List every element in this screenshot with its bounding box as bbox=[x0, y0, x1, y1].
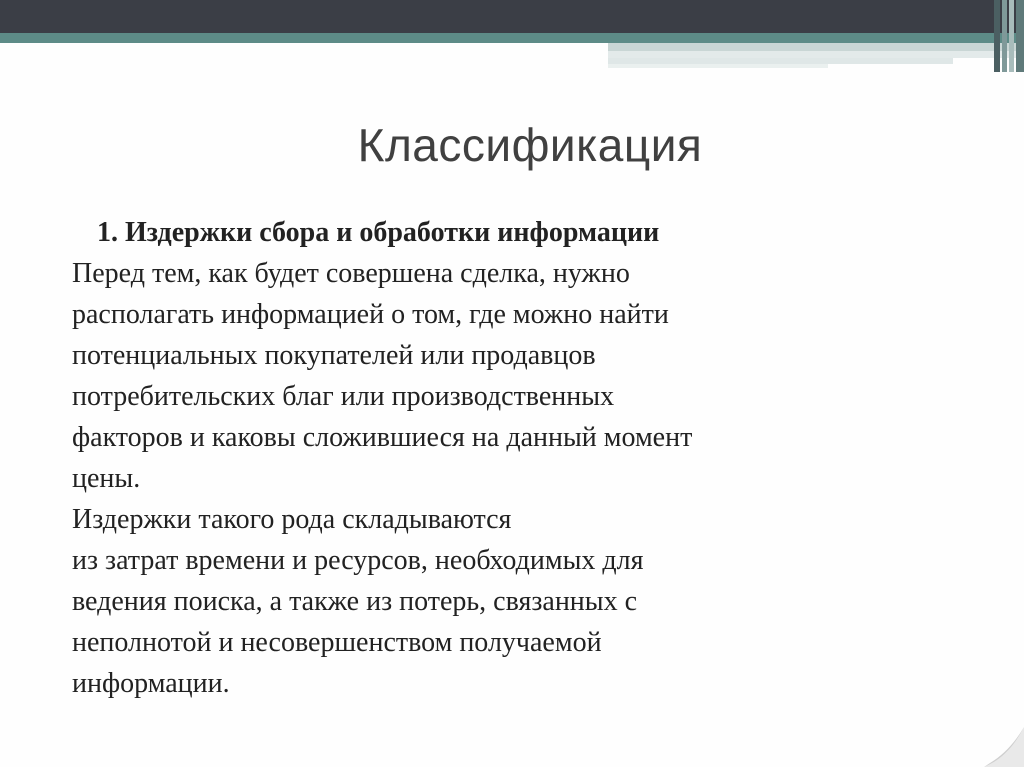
body-line: ведения поиска, а также из потерь, связанных с bbox=[72, 586, 638, 617]
body-line: Издержки такого рода складываются bbox=[72, 504, 512, 535]
body-line: располагать информацией о том, где можно найти bbox=[72, 299, 669, 330]
top-accent-bar bbox=[0, 33, 1024, 43]
body-line: потребительских благ или производственных bbox=[72, 381, 615, 412]
body-line: информации. bbox=[72, 668, 230, 699]
body-line: потенциальных покупателей или продавцов bbox=[72, 340, 596, 371]
body-line: цены. bbox=[72, 463, 141, 494]
decor-vertical-stripe bbox=[1016, 0, 1024, 72]
body-line: из затрат времени и ресурсов, необходимых для bbox=[72, 545, 644, 576]
decor-stripe bbox=[608, 51, 1024, 58]
top-dark-bar bbox=[0, 0, 1024, 33]
decor-stripe bbox=[608, 43, 1024, 51]
body-line: неполнотой и несовершенством получаемой bbox=[72, 627, 602, 658]
decor-stripe bbox=[608, 64, 828, 68]
section-heading: 1. Издержки сбора и обработки информации bbox=[97, 217, 660, 248]
slide-title: Классификация bbox=[357, 119, 703, 171]
slide-body bbox=[72, 212, 952, 704]
page-curl-icon bbox=[964, 727, 1024, 767]
decor-vertical-stripe bbox=[1009, 0, 1014, 72]
decor-vertical-stripe bbox=[1002, 0, 1007, 72]
body-line: факторов и каковы сложившиеся на данный момент bbox=[72, 422, 693, 453]
decor-vertical-stripe bbox=[994, 0, 1000, 72]
body-line: Перед тем, как будет совершена сделка, нужно bbox=[72, 258, 630, 289]
